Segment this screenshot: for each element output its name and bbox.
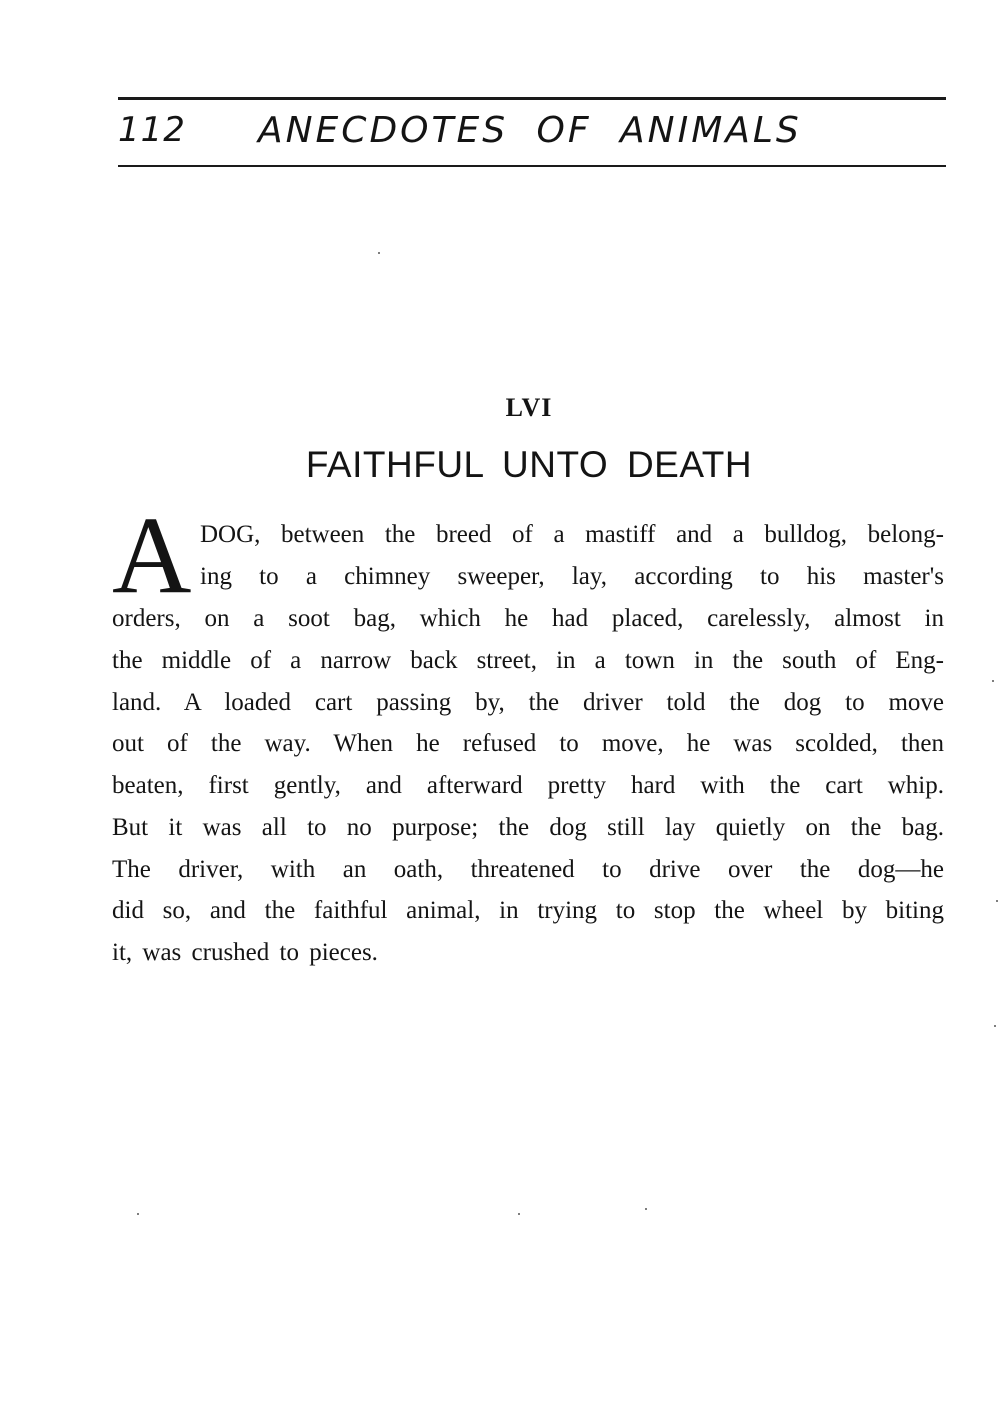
paper-speck [994, 1025, 996, 1027]
paper-speck [518, 1213, 520, 1215]
paper-speck [996, 900, 998, 902]
page-number: 112 [118, 110, 186, 150]
text-line: The driver, with an oath, threatened to drive over the dog—he [112, 856, 944, 883]
chapter-number: LVI [505, 393, 553, 422]
text-line: beaten, first gently, and afterward pretty hard with the cart whip. [112, 772, 944, 799]
header-bottom-rule [118, 165, 946, 167]
chapter-title: FAITHFUL UNTO DEATH [305, 444, 753, 485]
paper-speck [992, 680, 994, 682]
running-head [118, 108, 946, 158]
text-line: it, was crushed to pieces. [112, 939, 378, 966]
paper-speck [378, 252, 380, 254]
paper-speck [137, 1213, 139, 1215]
text-line: But it was all to no purpose; the dog still lay quietly on the bag. [112, 814, 944, 841]
text-line: out of the way. When he refused to move, he was scolded, then [112, 730, 944, 757]
text-line: orders, on a soot bag, which he had placed, carelessly, almost in [112, 605, 944, 632]
book-title: ANECDOTES OF ANIMALS [258, 110, 802, 151]
header-top-rule [118, 97, 946, 100]
text-line: the middle of a narrow back street, in a town in the south of Eng- [112, 647, 944, 674]
text-line: land. A loaded cart passing by, the driver told the dog to move [112, 689, 944, 716]
paper-speck [645, 1208, 647, 1210]
text-line: DOG, between the breed of a mastiff and a bulldog, belong- [200, 521, 944, 548]
drop-cap: A [112, 494, 192, 616]
text-line: ing to a chimney sweeper, lay, according to his master's [200, 563, 944, 590]
text-line: did so, and the faithful animal, in trying to stop the wheel by biting [112, 897, 944, 924]
